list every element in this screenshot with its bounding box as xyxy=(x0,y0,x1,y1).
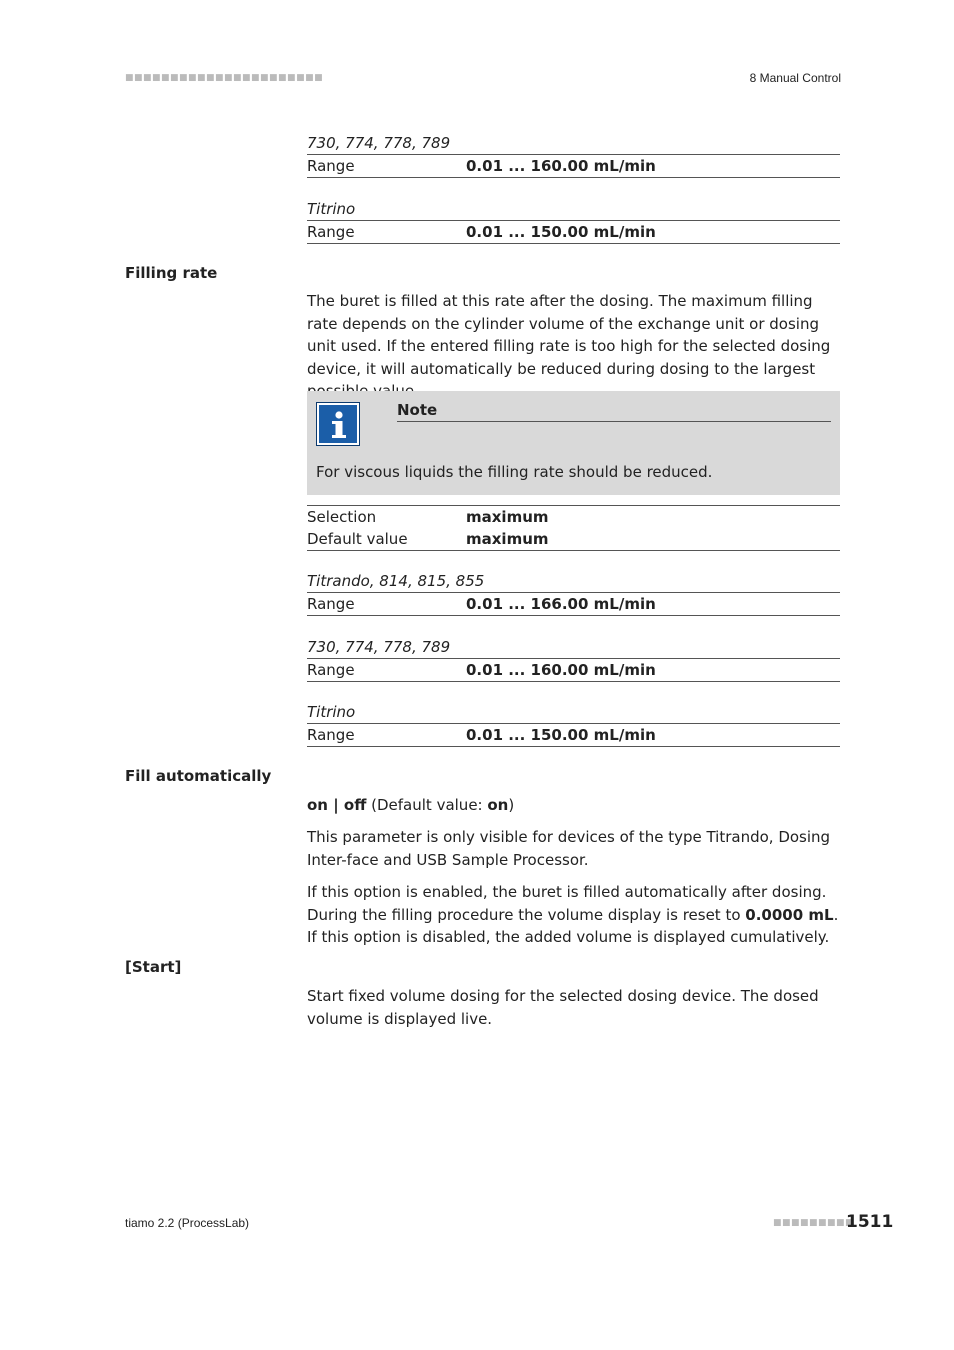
param-key: Range xyxy=(307,661,355,679)
param-value: maximum xyxy=(466,508,549,526)
page-number: 1511 xyxy=(846,1212,894,1232)
description-paragraph: The buret is filled at this rate after the dosing. The maximum filling rate depends on the cylinder volume of the exchange unit or dosing unit used. If the entered filling rate is too high for the selected dosing device, it will automatically be reduced during dosing to the largest xyxy=(307,292,831,378)
reset-value: 0.0000 mL xyxy=(745,905,834,924)
footer-decoration: ■■■■■■■■■ xyxy=(773,1218,855,1228)
param-table xyxy=(307,593,840,616)
range-group xyxy=(307,636,840,682)
device-group-label: 730, 774, 778, 789 xyxy=(307,636,840,659)
description-paragraph xyxy=(307,881,840,949)
param-table xyxy=(307,505,840,551)
range-group xyxy=(307,570,840,616)
info-icon xyxy=(316,402,360,446)
param-key: Range xyxy=(307,157,355,175)
param-key: Range xyxy=(307,726,355,744)
filling-rate-description xyxy=(307,290,840,403)
fill-automatically-para2 xyxy=(307,881,840,949)
fill-automatically-para1 xyxy=(307,826,840,871)
param-value: maximum xyxy=(466,530,549,548)
param-value: 0.01 ... 160.00 mL/min xyxy=(466,157,656,175)
param-row xyxy=(307,659,840,681)
range-group xyxy=(307,198,840,244)
start-description xyxy=(307,985,840,1030)
selection-table xyxy=(307,505,840,551)
param-row xyxy=(307,724,840,746)
device-group-label: Titrino xyxy=(307,198,840,221)
options-default-prefix: (Default value: xyxy=(366,796,488,814)
footer-product: tiamo 2.2 (ProcessLab) xyxy=(125,1216,250,1230)
param-value: 0.01 ... 160.00 mL/min xyxy=(466,661,656,679)
chapter-title: 8 Manual Control xyxy=(749,71,841,85)
note-title: Note xyxy=(397,399,831,422)
para-text: If this option is enabled, the buret is filled automatically after dosing. During the filling procedure the volume display is reset to xyxy=(307,883,827,924)
section-title-fill-automatically: Fill automatically xyxy=(125,767,272,785)
param-key: Range xyxy=(307,223,355,241)
section-title-filling-rate: Filling rate xyxy=(125,264,218,282)
options-default-value: on xyxy=(487,796,509,814)
param-key: Default value xyxy=(307,530,408,548)
fill-automatically-options xyxy=(307,794,840,817)
note-text: For viscous liquids the filling rate should be reduced. xyxy=(316,463,713,481)
section-title-start: [Start] xyxy=(125,958,182,976)
param-table xyxy=(307,221,840,244)
param-row xyxy=(307,593,840,615)
param-row xyxy=(307,506,840,528)
device-group-label: Titrando, 814, 815, 855 xyxy=(307,570,840,593)
options-default-suffix: ) xyxy=(508,796,515,814)
param-row xyxy=(307,155,840,177)
param-value: 0.01 ... 150.00 mL/min xyxy=(466,223,656,241)
range-group xyxy=(307,701,840,747)
param-key: Selection xyxy=(307,508,377,526)
param-row xyxy=(307,221,840,243)
description-paragraph: Start fixed volume dosing for the selected dosing device. The dosed volume is displayed live. xyxy=(307,987,819,1028)
param-key: Range xyxy=(307,595,355,613)
options-line xyxy=(307,794,840,817)
range-group xyxy=(307,132,840,178)
description-paragraph: This parameter is only visible for devices of the type Titrando, Dosing Inter-face and USB Sample Processor. xyxy=(307,828,831,869)
param-table xyxy=(307,155,840,178)
param-table xyxy=(307,724,840,747)
param-value: 0.01 ... 166.00 mL/min xyxy=(466,595,656,613)
para-text: . If this option is disabled, the added volume is displayed cumulatively. xyxy=(307,905,839,946)
header-decoration: ■■■■■■■■■■■■■■■■■■■■■■ xyxy=(125,73,324,83)
param-row xyxy=(307,528,840,550)
options-values: on | off xyxy=(307,796,367,814)
device-group-label: 730, 774, 778, 789 xyxy=(307,132,840,155)
param-table xyxy=(307,659,840,682)
param-value: 0.01 ... 150.00 mL/min xyxy=(466,726,656,744)
device-group-label: Titrino xyxy=(307,701,840,724)
note-box xyxy=(307,391,840,495)
